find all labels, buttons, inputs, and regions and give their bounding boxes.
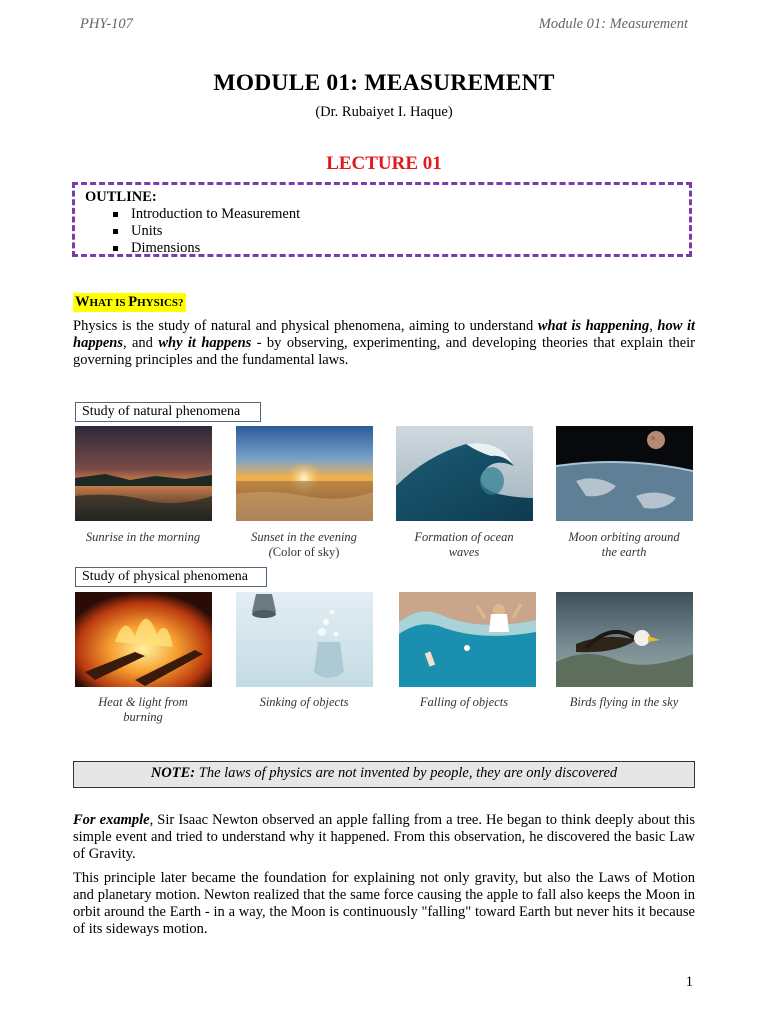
ocean-wave-image bbox=[396, 426, 533, 521]
example-paragraph: For example, Sir Isaac Newton observed an apple falling from a tree. He began to think deeply about this simple event and tried to understand why it happened. From this observation, he discovered the basic Law of Gravity. bbox=[73, 812, 695, 862]
falling-objects-image bbox=[399, 592, 536, 687]
caption-ocean-waves: Formation of ocean waves bbox=[414, 530, 514, 559]
lecture-heading: LECTURE 01 bbox=[326, 153, 442, 174]
sunrise-image bbox=[75, 426, 212, 521]
moon-earth-image bbox=[556, 426, 693, 521]
author-line: (Dr. Rubaiyet I. Haque) bbox=[315, 104, 453, 120]
outline-box bbox=[72, 182, 692, 257]
running-header-course: PHY-107 bbox=[80, 16, 133, 32]
outline-item: Units bbox=[113, 223, 300, 240]
note-text: The laws of physics are not invented by people, they are only discovered bbox=[195, 765, 618, 781]
caption-falling: Falling of objects bbox=[419, 695, 509, 709]
physical-phenomena-label: Study of physical phenomena bbox=[75, 567, 267, 587]
burning-fire-image bbox=[75, 592, 212, 687]
square-bullet-icon bbox=[113, 246, 118, 251]
document-title: MODULE 01: MEASUREMENT bbox=[213, 70, 555, 96]
outline-item: Dimensions bbox=[113, 240, 300, 257]
section-heading-what-is-physics: WHAT IS PHYSICS? bbox=[75, 294, 184, 310]
sinking-objects-image bbox=[236, 592, 373, 687]
note-box bbox=[73, 761, 695, 788]
square-bullet-icon bbox=[113, 229, 118, 234]
caption-sunrise: Sunrise in the morning bbox=[85, 530, 201, 544]
principle-paragraph: This principle later became the foundation for explaining not only gravity, but also the Laws of Motion and planetary motion. Newton realized that the same force causing the apple to fall also keeps the Moon in orbit around the Earth - in a way, the Moon is continuously "falling" toward Earth but never hits it because of its sideways motion. bbox=[73, 870, 695, 937]
caption-birds-flying: Birds flying in the sky bbox=[569, 695, 679, 709]
square-bullet-icon bbox=[113, 212, 118, 217]
caption-burning: Heat & light from burning bbox=[98, 695, 188, 724]
sunset-image bbox=[236, 426, 373, 521]
flying-bird-image bbox=[556, 592, 693, 687]
caption-sunset: Sunset in the evening (Color of sky) bbox=[251, 530, 357, 559]
intro-paragraph: Physics is the study of natural and physical phenomena, aiming to understand what is happening, how it happens, and why it happens - by observing, experimenting, and developing theories that explain their governing principles and the fundamental laws. bbox=[73, 318, 696, 368]
caption-sinking: Sinking of objects bbox=[259, 695, 349, 709]
caption-moon-orbit: Moon orbiting around the earth bbox=[568, 530, 680, 559]
running-header-module: Module 01: Measurement bbox=[538, 16, 688, 32]
outline-item: Introduction to Measurement bbox=[113, 206, 300, 223]
note-label: NOTE: bbox=[150, 765, 196, 781]
outline-title: OUTLINE: bbox=[85, 189, 157, 205]
page-number: 1 bbox=[685, 974, 693, 990]
outline-list bbox=[113, 206, 300, 257]
natural-phenomena-label: Study of natural phenomena bbox=[75, 402, 261, 422]
